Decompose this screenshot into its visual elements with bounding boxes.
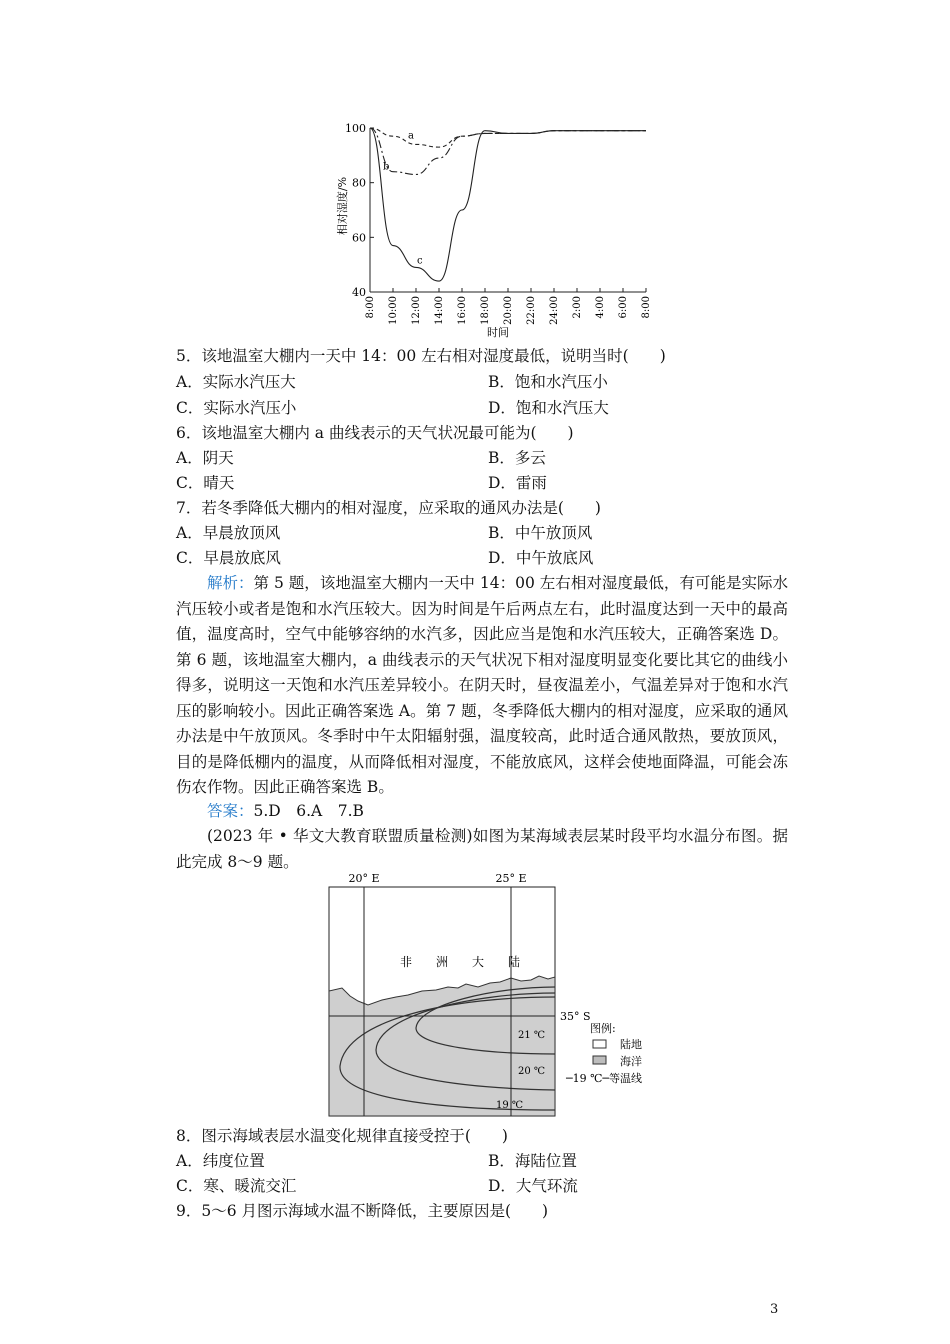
y-tick-label: 80: [352, 176, 366, 190]
x-tick-label: 22:00: [526, 296, 537, 325]
q7-option-a: A．早晨放顶风: [176, 524, 281, 542]
q5-option-a: A．实际水汽压大: [176, 373, 296, 391]
iso21-label: 21 ℃: [518, 1030, 546, 1041]
x-tick-label: 8:00: [365, 296, 376, 319]
chart-axes: [345, 122, 652, 325]
q5-option-d: D．饱和水汽压大: [488, 399, 609, 417]
x-tick-label: 24:00: [549, 296, 560, 325]
page-number: 3: [770, 1302, 779, 1317]
intro-paragraph: (2023 年 • 华文大教育联盟质量检测)如图为某海域表层某时段平均水温分布图。据此完成 8～9 题。: [176, 827, 788, 871]
x-tick-label: 6:00: [618, 296, 629, 319]
analysis-paragraph: [176, 571, 788, 801]
series-line-c: [370, 128, 646, 281]
answer-line: [176, 799, 788, 825]
q8-option-b: B．海陆位置: [488, 1152, 577, 1170]
sea-temperature-map: [326, 870, 666, 1120]
chart-lines: [370, 128, 646, 281]
q8-option-c: C．寒、暖流交汇: [176, 1177, 297, 1195]
question-9-stem: 9．5～6 月图示海域水温不断降低，主要原因是( ): [176, 1202, 549, 1220]
legend-ocean-swatch: [593, 1056, 606, 1064]
lon-label-20e: 20° E: [348, 872, 380, 885]
q6-option-d: D．雷雨: [488, 474, 547, 492]
x-tick-label: 14:00: [434, 296, 445, 325]
chart-ylabel: 相对湿度/%: [336, 176, 349, 236]
answer-text: 5.D 6.A 7.B: [253, 802, 364, 820]
series-label-c: c: [417, 255, 423, 267]
analysis-text: 第 5 题，该地温室大棚内一天中 14：00 左右相对湿度最低，有可能是实际水汽压较小或者是饱和水汽压较大。因为时间是午后两点左右，此时温度达到一天中的最高值，温度高时，空气中能够容纳的水汽多，因此应当是饱和水汽压较大，正确答案选 D。第 6 题，该地温室大棚内，a 曲线表示的天气状况下相对湿度明显变化要比其它的曲线小得多，说明这一天饱和水汽压差异较小。在阴天时，昼夜温差小，气温差异对于饱和水汽压的影响较小。因此正确答案选 A。第 7 题，冬季降低大棚内的相对湿度，应采取的通风办法是中午放顶风。冬季时中午太阳辐射强，温度较高，此时适合通风散热，要放顶风，目的是降低棚内的温度，从而降低相对湿度，不能放底风，这样会使地面降温，可能会冻伤农作物。因此正确答案选 B。: [176, 574, 788, 796]
series-label-a: a: [408, 130, 414, 142]
humidity-chart: [330, 118, 660, 340]
legend-isotherm: ─19 ℃─等温线: [566, 1072, 643, 1085]
legend-title: 图例:: [590, 1022, 616, 1035]
legend-ocean: 海洋: [620, 1055, 642, 1068]
x-tick-label: 10:00: [388, 296, 399, 325]
chart-xlabel: 时间: [487, 326, 509, 339]
answer-label: 答案：: [207, 802, 254, 820]
continent-label: 非 洲 大 陆: [400, 955, 521, 969]
legend-land: 陆地: [620, 1038, 642, 1051]
x-tick-label: 16:00: [457, 296, 468, 325]
iso20-label: 20 ℃: [518, 1066, 546, 1077]
question-7-stem: 7．若冬季降低大棚内的相对湿度，应采取的通风办法是( ): [176, 499, 601, 517]
x-tick-label: 2:00: [572, 296, 583, 319]
lon-label-25e: 25° E: [495, 872, 527, 885]
analysis-label: 解析：: [207, 574, 254, 592]
q5-option-c: C．实际水汽压小: [176, 399, 297, 417]
y-tick-label: 40: [352, 286, 366, 299]
q6-option-b: B．多云: [488, 449, 546, 467]
question-6-stem: 6．该地温室大棚内 a 曲线表示的天气状况最可能为( ): [176, 424, 574, 442]
q6-option-a: A．阴天: [176, 449, 234, 467]
lat-label-35s: 35° S: [560, 1010, 591, 1023]
series-label-b: b: [383, 161, 390, 173]
x-tick-label: 4:00: [595, 296, 606, 319]
q7-option-c: C．早晨放底风: [176, 549, 281, 567]
q7-option-d: D．中午放底风: [488, 549, 594, 567]
x-tick-label: 12:00: [411, 296, 422, 325]
y-tick-label: 100: [345, 122, 366, 135]
q6-option-c: C．晴天: [176, 474, 235, 492]
y-tick-label: 60: [352, 231, 366, 245]
x-tick-label: 18:00: [480, 296, 491, 325]
q5-option-b: B．饱和水汽压小: [488, 373, 608, 391]
x-tick-label: 8:00: [641, 296, 652, 319]
x-tick-label: 20:00: [503, 296, 514, 325]
legend-land-swatch: [593, 1040, 606, 1048]
iso19-label: 19 ℃: [496, 1100, 524, 1111]
question-8-stem: 8．图示海域表层水温变化规律直接受控于( ): [176, 1127, 508, 1145]
q8-option-a: A．纬度位置: [176, 1152, 265, 1170]
question-5-stem: 5．该地温室大棚内一天中 14：00 左右相对湿度最低，说明当时( ): [176, 347, 666, 365]
q7-option-b: B．中午放顶风: [488, 524, 593, 542]
q8-option-d: D．大气环流: [488, 1177, 578, 1195]
